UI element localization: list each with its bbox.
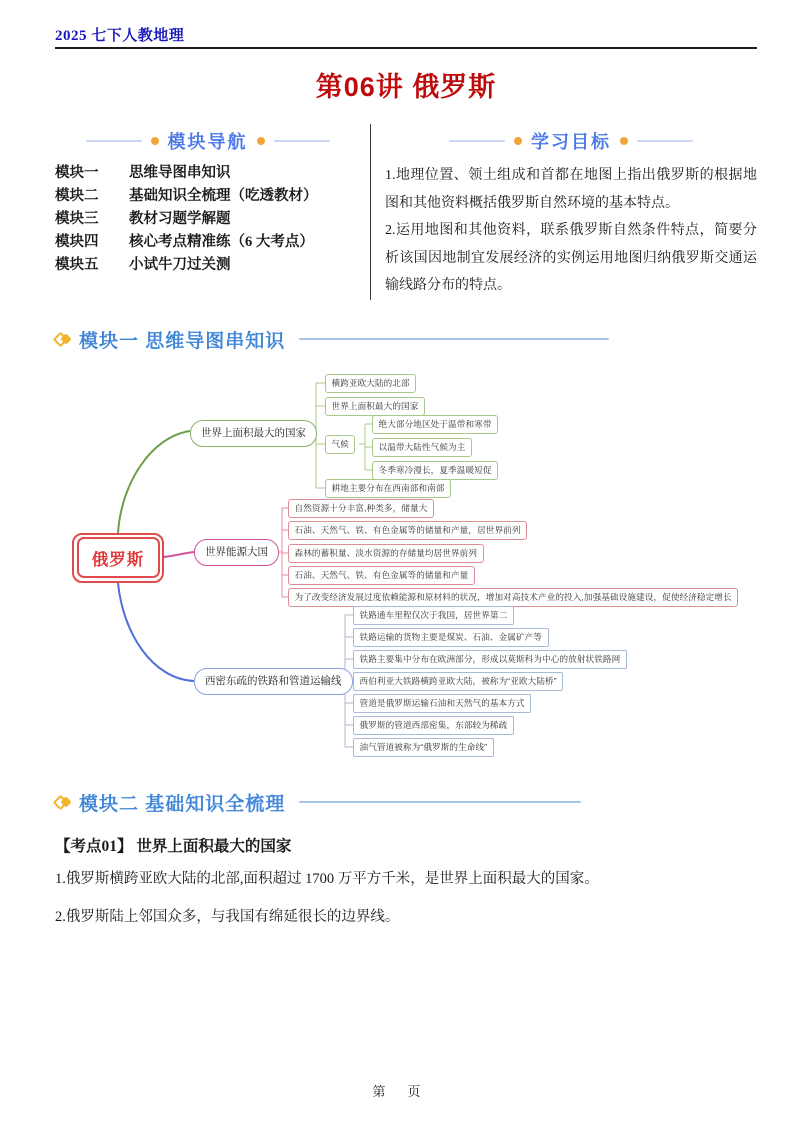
objectives-header: [385, 128, 757, 154]
section1-header: [55, 326, 757, 353]
orange-dot-icon: [514, 137, 522, 145]
mindmap-leaf: 自然资源十分丰富,种类多，储量大: [288, 499, 434, 518]
objectives-panel: [371, 124, 757, 300]
mindmap-leaf: 铁路主要集中分布在欧洲部分，形成以莫斯科为中心的放射状铁路网: [353, 650, 627, 669]
list-item: [55, 254, 360, 277]
module-text: 思维导图串知识: [129, 165, 231, 181]
double-diamond-icon: [55, 334, 70, 345]
section2-header: [55, 789, 757, 816]
list-item: [55, 208, 360, 231]
module-text: 小试牛刀过关测: [129, 257, 231, 273]
orange-dot-icon: [620, 137, 628, 145]
section2-title: 模块二 基础知识全梳理: [79, 793, 286, 815]
section1-title: 模块一 思维导图串知识: [79, 330, 286, 352]
module-label: 模块二: [55, 188, 99, 204]
mindmap-leaf: 石油、天然气、铁、有色金属等的储量和产量: [288, 566, 475, 585]
mindmap-leaf: 石油、天然气、铁、有色金属等的储量和产量，居世界前列: [288, 521, 527, 540]
module-label: 模块五: [55, 257, 99, 273]
list-item: [55, 231, 360, 254]
orange-dot-icon: [257, 137, 265, 145]
module-text: 基础知识全梳理（吃透教材）: [129, 188, 318, 204]
section-rule: [299, 801, 581, 803]
mindmap-leaf: 耕地主要分布在西南部和南部: [325, 479, 451, 498]
objectives-title: 学习目标: [531, 132, 611, 152]
objectives-text: [385, 162, 757, 300]
mindmap-subbranch-climate: 气候: [325, 435, 355, 454]
kaodian-heading: 【考点01】 世界上面积最大的国家: [55, 837, 292, 855]
module-nav-list: [55, 162, 360, 277]
mindmap: [58, 367, 770, 767]
kaodian-line: 1.俄罗斯横跨亚欧大陆的北部,面积超过 1700 万平方千米，是世界上面积最大的国家。: [55, 870, 599, 887]
mindmap-leaf: 以温带大陆性气候为主: [372, 438, 472, 457]
mindmap-branch-transport: 西密东疏的铁路和管道运输线: [194, 668, 353, 695]
mindmap-leaf: 铁路运输的货物主要是煤炭、石油、金属矿产等: [353, 628, 549, 647]
module-nav-header: [55, 128, 360, 154]
section-rule: [299, 338, 609, 340]
mindmap-leaf: 绝大部分地区处于温带和寒带: [372, 415, 498, 434]
double-diamond-icon: [55, 797, 70, 808]
mindmap-leaf: 冬季寒冷漫长，夏季温暖短促: [372, 461, 498, 480]
list-item: [55, 162, 360, 185]
objective-paragraph: 2.运用地图和其他资料，联系俄罗斯自然条件特点，简要分析该国因地制宜发展经济的实例运用地图归纳俄罗斯交通运输线路分布的特点。: [385, 223, 757, 293]
kaodian-line: 2.俄罗斯陆上邻国众多，与我国有绵延很长的边界线。: [55, 908, 400, 925]
objective-paragraph: 1.地理位置、领土组成和首都在地图上指出俄罗斯的根据地图和其他资料概括俄罗斯自然环境的基本特点。: [385, 168, 757, 211]
module-text: 核心考点精准练（6 大考点）: [129, 234, 314, 250]
page-footer: [0, 1081, 793, 1100]
mindmap-leaf: 俄罗斯的管道西部密集，东部较为稀疏: [353, 716, 514, 735]
module-nav-title: 模块导航: [167, 132, 248, 152]
decor-line-left: [86, 140, 142, 142]
decor-line-right: [274, 140, 330, 142]
mindmap-branch-energy: 世界能源大国: [194, 539, 279, 566]
mindmap-leaf: 森林的蓄积量、淡水资源的存储量均居世界前列: [288, 544, 484, 563]
orange-dot-icon: [151, 137, 159, 145]
module-text: 教材习题学解题: [129, 211, 231, 227]
decor-line-left: [449, 140, 505, 142]
mindmap-root-label: 俄罗斯: [77, 537, 160, 578]
list-item: [55, 185, 360, 208]
module-label: 模块三: [55, 211, 99, 227]
mindmap-leaf: 西伯利亚大铁路横跨亚欧大陆，被称为“亚欧大陆桥”: [353, 672, 563, 691]
module-label: 模块四: [55, 234, 99, 250]
decor-line-right: [637, 140, 693, 142]
mindmap-leaf: 油气管道被称为“俄罗斯的生命线”: [353, 738, 494, 757]
page-header: [55, 0, 757, 49]
module-nav-panel: [55, 124, 370, 300]
brand-text: 2025 七下人教地理: [55, 28, 185, 44]
footer-page-suffix: 页: [407, 1084, 421, 1099]
mindmap-branch-area: 世界上面积最大的国家: [190, 420, 317, 447]
page-title: 第06讲 俄罗斯: [315, 72, 497, 102]
mindmap-leaf: 世界上面积最大的国家: [325, 397, 425, 416]
intro-columns: [55, 124, 757, 300]
mindmap-leaf: 为了改变经济发展过度依赖能源和原材料的状况，增加对高技术产业的投入,加强基础设施建设，促使经济稳定增长: [288, 588, 738, 607]
mindmap-leaf: 横跨亚欧大陆的北部: [325, 374, 416, 393]
module-label: 模块一: [55, 165, 99, 181]
mindmap-leaf: 管道是俄罗斯运输石油和天然气的基本方式: [353, 694, 531, 713]
mindmap-leaf: 铁路通车里程仅次于我国，居世界第二: [353, 606, 514, 625]
footer-page-prefix: 第: [372, 1084, 386, 1099]
mindmap-root-node: [72, 533, 164, 583]
